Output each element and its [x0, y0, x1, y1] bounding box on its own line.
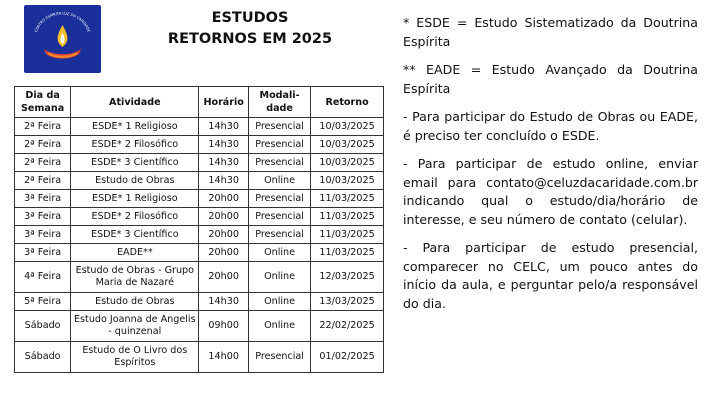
cell-modalidade: Online — [248, 172, 310, 190]
note-online: - Para participar de estudo online, enviar email para contato@celuzdacaridade.com.br indicando qual o estudo/dia/horário de interesse, e seu número de contato (celular). — [403, 156, 698, 227]
table-row — [15, 226, 384, 244]
cell-horario: 20h00 — [199, 190, 249, 208]
cell-atividade: Estudo de Obras - Grupo Maria de Nazaré — [71, 262, 199, 293]
cell-modalidade: Online — [248, 244, 310, 262]
cell-dia: Sábado — [15, 342, 71, 373]
table-row — [15, 244, 384, 262]
note-requirement: - Para participar do Estudo de Obras ou EADE, é preciso ter concluído o ESDE. — [403, 109, 698, 143]
cell-modalidade: Presencial — [248, 118, 310, 136]
page-heading — [130, 8, 370, 50]
cell-horario: 20h00 — [199, 208, 249, 226]
header-atividade: Atividade — [71, 87, 199, 118]
cell-atividade: ESDE* 3 Científico — [71, 226, 199, 244]
cell-modalidade: Presencial — [248, 154, 310, 172]
cell-modalidade: Presencial — [248, 226, 310, 244]
cell-retorno: 10/03/2025 — [311, 154, 384, 172]
table-row — [15, 262, 384, 293]
cell-modalidade: Presencial — [248, 208, 310, 226]
cell-dia: 2ª Feira — [15, 172, 71, 190]
header-modalidade: Modali-dade — [248, 87, 310, 118]
cell-dia: 3ª Feira — [15, 244, 71, 262]
cell-retorno: 10/03/2025 — [311, 136, 384, 154]
cell-horario: 09h00 — [199, 311, 249, 342]
cell-horario: 20h00 — [199, 262, 249, 293]
header-dia: Dia da Semana — [15, 87, 71, 118]
cell-dia: 3ª Feira — [15, 208, 71, 226]
cell-modalidade: Presencial — [248, 190, 310, 208]
cell-atividade: Estudo de O Livro dos Espíritos — [71, 342, 199, 373]
cell-horario: 14h30 — [199, 172, 249, 190]
heading-subtitle: RETORNOS EM 2025 — [167, 31, 333, 47]
table-row — [15, 136, 384, 154]
cell-atividade: ESDE* 3 Científico — [71, 154, 199, 172]
cell-dia: Sábado — [15, 311, 71, 342]
cell-dia: 4ª Feira — [15, 262, 71, 293]
table-row — [15, 208, 384, 226]
cell-dia: 2ª Feira — [15, 136, 71, 154]
cell-horario: 14h30 — [199, 293, 249, 311]
logo-ring-text: CENTRO ESPÍRITA LUZ DA CARIDADE — [34, 11, 91, 33]
cell-atividade: ESDE* 1 Religioso — [71, 118, 199, 136]
table-row — [15, 311, 384, 342]
cell-horario: 20h00 — [199, 226, 249, 244]
table-row — [15, 172, 384, 190]
table-row — [15, 342, 384, 373]
cell-horario: 14h30 — [199, 154, 249, 172]
note-esde: * ESDE = Estudo Sistematizado da Doutrina Espírita — [403, 15, 698, 49]
notes-panel — [403, 14, 698, 323]
cell-modalidade: Presencial — [248, 342, 310, 373]
cell-retorno: 10/03/2025 — [311, 172, 384, 190]
note-eade: ** EADE = Estudo Avançado da Doutrina Espírita — [403, 62, 698, 96]
table-row — [15, 293, 384, 311]
cell-dia: 3ª Feira — [15, 190, 71, 208]
cell-modalidade: Online — [248, 311, 310, 342]
cell-horario: 20h00 — [199, 244, 249, 262]
cell-retorno: 11/03/2025 — [311, 244, 384, 262]
table-row — [15, 154, 384, 172]
cell-atividade: Estudo de Obras — [71, 293, 199, 311]
cell-retorno: 01/02/2025 — [311, 342, 384, 373]
cell-modalidade: Online — [248, 262, 310, 293]
cell-retorno: 13/03/2025 — [311, 293, 384, 311]
cell-atividade: ESDE* 2 Filosófico — [71, 136, 199, 154]
header-retorno: Retorno — [311, 87, 384, 118]
cell-dia: 5ª Feira — [15, 293, 71, 311]
header-horario: Horário — [199, 87, 249, 118]
cell-atividade: Estudo de Obras — [71, 172, 199, 190]
schedule-table — [14, 86, 384, 373]
cell-retorno: 11/03/2025 — [311, 190, 384, 208]
cell-horario: 14h30 — [199, 118, 249, 136]
cell-dia: 2ª Feira — [15, 118, 71, 136]
table-row — [15, 118, 384, 136]
cell-retorno: 10/03/2025 — [311, 118, 384, 136]
cell-horario: 14h00 — [199, 342, 249, 373]
cell-retorno: 11/03/2025 — [311, 208, 384, 226]
cell-modalidade: Online — [248, 293, 310, 311]
cell-atividade: Estudo Joanna de Angelis - quinzenal — [71, 311, 199, 342]
cell-atividade: ESDE* 2 Filosófico — [71, 208, 199, 226]
note-presencial: - Para participar de estudo presencial, comparecer no CELC, um pouco antes do início da aula, e perguntar pelo/a responsável do dia. — [403, 240, 698, 311]
cell-retorno: 12/03/2025 — [311, 262, 384, 293]
table-header-row — [15, 87, 384, 118]
cell-modalidade: Presencial — [248, 136, 310, 154]
cell-atividade: ESDE* 1 Religioso — [71, 190, 199, 208]
cell-retorno: 11/03/2025 — [311, 226, 384, 244]
cell-atividade: EADE** — [71, 244, 199, 262]
heading-title: ESTUDOS — [211, 10, 289, 26]
cell-dia: 2ª Feira — [15, 154, 71, 172]
logo — [24, 5, 101, 73]
cell-dia: 3ª Feira — [15, 226, 71, 244]
table-row — [15, 190, 384, 208]
cell-horario: 14h30 — [199, 136, 249, 154]
celuz-logo-icon — [24, 5, 101, 73]
cell-retorno: 22/02/2025 — [311, 311, 384, 342]
